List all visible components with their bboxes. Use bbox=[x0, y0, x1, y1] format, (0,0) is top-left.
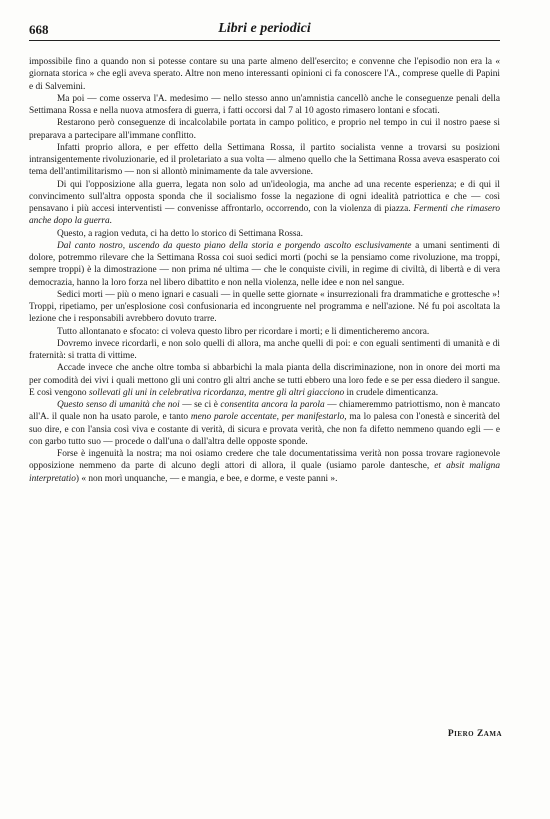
text-run: Ma poi — come osserva l'A. medesimo — nello stesso anno un'amnistia cancellò anche le conseguenze penali della Settimana Rossa e nella nuova atmosfera di guerra, i fatti occorsi dal 7 al 10 agosto rimasero lontani e sfocati. bbox=[29, 93, 500, 116]
text-run: — se ci è bbox=[179, 400, 221, 410]
text-run: Accade invece che anche oltre tomba si abbarbichi la mala pianta della discriminazione, non in onore dei morti ma per comodità dei vivi i quali mettono gli uni contro gli altri anche se tutti ebbero una loro fede e se per essa diedero il sangue. E così vengono bbox=[29, 363, 500, 398]
italic-text: Questo senso di umanità che noi bbox=[57, 400, 180, 410]
paragraph bbox=[29, 93, 500, 118]
text-run: Di qui l'opposizione alla guerra, legata non solo ad un'ideologia, ma anche ad una recente esperienza; e di qui il convincimento sull'altra opposta sponda che il socialismo fosse la negazione di ogni idealità patriottica e che — così pensavano i più accesi interventisti — convenisse affrontarlo, occorrendo, con la violenza di piazza. bbox=[29, 179, 500, 214]
text-run: Questo, a ragion veduta, ci ha detto lo storico di Settimana Rossa. bbox=[57, 228, 303, 239]
italic-text: consentita ancora la parola bbox=[220, 400, 325, 410]
author-signature: Piero Zama bbox=[447, 729, 502, 739]
text-run: a umani sentimenti di dolore, potremmo rilevare che la Settimana Rossa coi suoi sedici morti (pochi se la pensiamo come rivoluzione, ma troppi, sempre troppi) è la dimostrazione — non prima né ultima — che le conquiste civili, in regime di civiltà, di libertà e di vera democrazia, hanno la loro forza nel libero dibattito e non nella violenza, nelle idee e non nel sangue. bbox=[29, 240, 500, 288]
paragraph bbox=[29, 338, 500, 363]
italic-text: et absit maligna interpretatio bbox=[29, 461, 500, 484]
paragraph bbox=[29, 228, 500, 240]
paragraph bbox=[29, 289, 500, 326]
italic-text: sollevati gli uni in celebrativa ricordanza, mentre gli altri giacciono bbox=[88, 387, 345, 398]
text-run: — chiameremmo patriottismo, non è mancato all'A. il quale non ha usato parole, e tanto bbox=[29, 400, 501, 423]
text-run: impossibile fino a quando non si potesse contare su una parte almeno dell'esercito; e convenne che l'episodio non era la « giornata storica » che egli aveva sperato. Altre non meno interessanti opinioni ci fa conoscere l'A., comprese quelle di Papini e di Salvemini. bbox=[29, 57, 500, 92]
article-body bbox=[29, 56, 500, 485]
italic-text: Dal canto nostro, uscendo da questo piano della storia e porgendo ascolto esclusivamente bbox=[57, 240, 412, 251]
page-header bbox=[29, 20, 500, 41]
text-run: Restarono però conseguenze di incalcolabile portata in campo politico, e proprio nel tempo in cui il nostro paese si preparava a partecipare all'immane conflitto. bbox=[29, 118, 500, 141]
text-run: , ma lo palesa con l'onestà e sincerità del suo dire, e con l'ansia così viva e costante di verità, di sicura e provata verità, che non fa difetto nemmeno quando egli — e con garbo tutto suo — procede o dall'una o dall'altra delle opposte sponde. bbox=[29, 412, 500, 447]
running-title: Libri e periodici bbox=[218, 21, 311, 36]
text-run: in crudele dimenticanza. bbox=[344, 387, 439, 398]
italic-text: Fermenti che rimasero anche dopo la guerra. bbox=[29, 204, 500, 227]
paragraph bbox=[29, 56, 500, 93]
paragraph bbox=[29, 448, 500, 485]
paragraph bbox=[29, 362, 500, 399]
page-number: 668 bbox=[29, 22, 49, 37]
text-run: Tutto allontanato e sfocato: ci voleva questo libro per ricordare i morti; e li dimenticheremo ancora. bbox=[57, 326, 430, 337]
text-run: Sedici morti — più o meno ignari e casuali — in quelle sette giornate « insurrezionali fra drammatiche e grottesche »! Troppi, ripetiamo, per un'esplosione così confusionaria ed incongruente nel programma e nell'azione. Né fu poi ascoltata la lezione che i responsabili avrebbero dovuto trarre. bbox=[29, 289, 500, 325]
paragraph bbox=[29, 240, 500, 289]
text-run: Forse è ingenuità la nostra; ma noi osiamo credere che tale documentatissima verità non possa trovare ragionevole opposizione nemmeno da parte di alcuno degli attori di allora, il quale (usiamo parole dantesche, bbox=[29, 449, 500, 472]
paragraph bbox=[29, 399, 500, 448]
paragraph bbox=[29, 179, 500, 228]
paragraph bbox=[29, 326, 500, 338]
text-run: Infatti proprio allora, e per effetto della Settimana Rossa, il partito socialista venne a trovarsi su posizioni intransigentemente rivoluzionarie, ed il proletariato a sua volta — almeno quello che la Settimana Rossa aveva esasperato coi tema dell'antimilitarismo — non si allontò minimamente da tale avversione. bbox=[29, 142, 500, 178]
text-run: Dovremo invece ricordarli, e non solo quelli di allora, ma anche quelli di poi: e con eguali sentimenti di umanità e di fraternità: si tratta di vittime. bbox=[29, 338, 500, 361]
italic-text: meno parole accentate, per manifestarlo bbox=[190, 412, 345, 423]
paragraph bbox=[29, 117, 500, 142]
text-run: ) « non morì unquanche, — e mangia, e bee, e dorme, e veste panni ». bbox=[75, 473, 338, 484]
paragraph bbox=[29, 142, 500, 179]
